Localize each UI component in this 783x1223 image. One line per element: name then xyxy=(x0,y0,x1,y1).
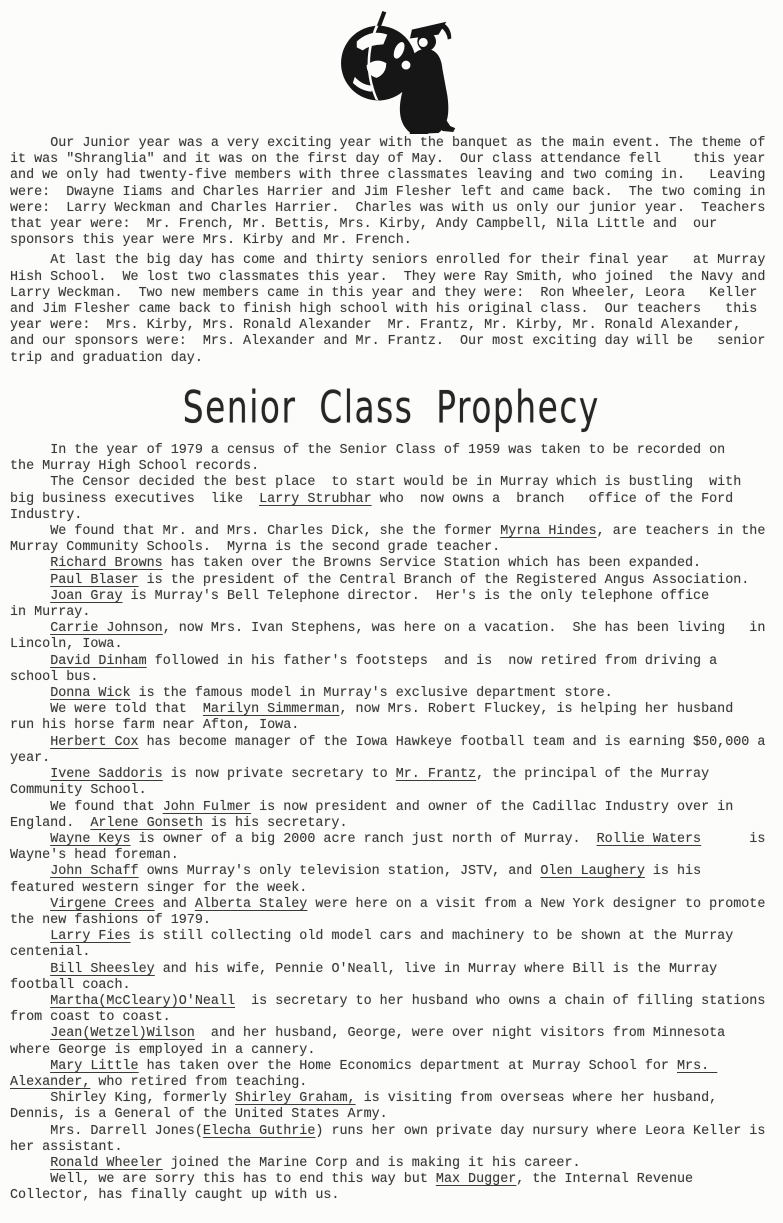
prophecy-text: , now Mrs. Robert Fluckey, is helping her husband run his horse farm near Afton, Iowa. xyxy=(10,702,750,734)
prophecy-text xyxy=(10,962,50,977)
prophecy-paragraph xyxy=(10,800,773,832)
prophecy-text: is Murray's Bell Telephone director. Her's is the only telephone office in Murray. xyxy=(10,588,758,621)
senior-year-paragraph: At last the big day has come and thirty seniors enrolled for their final year at Murray Hish School. We lost two classmates this year. They were Ray Smith, who joined the Navy and Larry Weckman. Two new members came in this year and they were: Ron Wheeler, Leora Keller and Jim Flesher came back to finish high school with his original class. Our teachers this year were: Mrs. Kirby, Mrs. Ronald Alexander Mr. Frantz, Mr. Kirby, Mr. Ronald Alexander, and our sponsors were: Mrs. Alexander and Mr. Frantz. Our most exciting day will be senior trip and graduation day. xyxy=(10,253,774,366)
classmate-name: Arlene Gonseth xyxy=(90,815,203,831)
prophecy-text: Well, we are sorry this has to end this way but xyxy=(10,1172,436,1188)
classmate-name: David Dinham xyxy=(50,653,147,669)
classmate-name: Jean(Wetzel)Wilson xyxy=(50,1026,195,1042)
prophecy-paragraph xyxy=(10,589,773,621)
classmate-name: Paul Blaser xyxy=(50,572,139,588)
prophecy-text: In the year of 1979 a census of the Senior Class of 1959 was taken to be recorded on the Murray High School records. xyxy=(10,443,758,475)
classmate-name: Ivene Saddoris xyxy=(50,767,163,783)
prophecy-paragraph xyxy=(10,1059,773,1091)
prophecy-text: has taken over the Home Economics department at Murray School for xyxy=(138,1058,677,1074)
prophecy-text: is secretary to her husband who owns a chain of filling stations from coast to coast. xyxy=(10,993,774,1026)
prophecy-text xyxy=(10,832,50,847)
prophecy-text: owns Murray's only television station, JSTV, and xyxy=(138,864,541,880)
prophecy-paragraph xyxy=(10,524,773,556)
junior-year-paragraph: Our Junior year was a very exciting year with the banquet as the main event. The theme of it was "Shranglia" and it was on the first day of May. Our class attendance fell this year and we only had twenty-five members with three classmates leaving and two coming in. Leaving were: Dwayne Iiams and Charles Harrier and Jim Flesher left and came back. The two coming in were: Larry Weckman and Charles Harrier. Charles was with us only our junior year. Teachers that year were: Mr. French, Mr. Bettis, Mrs. Kirby, Andy Campbell, Nila Little and our sponsors this year were Mrs. Kirby and Mr. French. xyxy=(10,136,774,249)
prophecy-text xyxy=(10,589,50,604)
prophecy-paragraph xyxy=(10,1156,773,1172)
top-illustration xyxy=(10,8,773,136)
classmate-name: Carrie Johnson xyxy=(50,621,163,637)
prophecy-text: and his wife, Pennie O'Neall, live in Murray where Bill is the Murray football coach. xyxy=(10,961,726,993)
classmate-name: Myrna Hindes xyxy=(500,524,597,540)
prophecy-text: is owner of a big 2000 acre ranch just north of Murray. xyxy=(130,831,597,847)
prophecy-text: The Censor decided the best place to start would be in Murray which is bustling with big business executives like xyxy=(10,475,750,507)
classmate-name: Elecha Guthrie xyxy=(202,1123,316,1139)
classmate-name: Herbert Cox xyxy=(50,734,139,750)
prophecy-text: is the famous model in Murray's exclusive department store. xyxy=(130,686,613,702)
classmate-name: Rollie Waters xyxy=(596,831,702,847)
prophecy-paragraph xyxy=(10,929,773,961)
prophecy-text xyxy=(10,864,50,879)
classmate-name: Mrs. Alexander, xyxy=(10,1058,718,1090)
prophecy-paragraph xyxy=(10,735,773,767)
prophecy-text: and xyxy=(154,896,195,912)
prophecy-text xyxy=(10,654,50,669)
prophecy-text: who retired from teaching. xyxy=(90,1074,308,1090)
classmate-name: Wayne Keys xyxy=(50,831,131,847)
prophecy-body xyxy=(10,443,773,1205)
classmate-name: Ronald Wheeler xyxy=(50,1155,163,1171)
prophecy-text: , now Mrs. Ivan Stephens, was here on a vacation. She has been living in Lincoln, Iowa. xyxy=(10,621,774,653)
classmate-name: Marilyn Simmerman xyxy=(202,702,340,718)
prophecy-paragraph xyxy=(10,767,773,799)
classmate-name: Larry Fies xyxy=(50,929,131,945)
prophecy-text: who now owns a branch office of the Ford Industry. xyxy=(10,491,742,523)
prophecy-text: has become manager of the Iowa Hawkeye football team and is earning $50,000 a year. xyxy=(10,734,774,766)
prophecy-text xyxy=(10,686,50,701)
prophecy-text xyxy=(10,573,50,588)
prophecy-paragraph xyxy=(10,475,773,524)
prophecy-text: , are teachers in the Murray Community Schools. Myrna is the second grade teacher. xyxy=(10,524,774,556)
prophecy-text: We found that Mr. and Mrs. Charles Dick, she the former xyxy=(10,524,501,540)
classmate-name: Shirley Graham, xyxy=(235,1091,356,1107)
prophecy-text xyxy=(10,767,50,782)
classmate-name: Larry Strubhar xyxy=(259,491,372,507)
prophecy-text xyxy=(10,929,50,944)
class-history-section xyxy=(10,136,773,367)
graduate-with-globe-icon xyxy=(327,8,485,134)
page-title xyxy=(10,381,773,434)
classmate-name: Joan Gray xyxy=(50,588,123,604)
prophecy-paragraph xyxy=(10,702,773,734)
classmate-name: Max Dugger xyxy=(435,1172,517,1188)
prophecy-text xyxy=(10,735,50,750)
prophecy-text: We were told that xyxy=(10,702,203,718)
prophecy-text: joined the Marine Corp and is making it his career. xyxy=(162,1155,581,1171)
prophecy-text: is now president and owner of the Cadillac Industry over in England. xyxy=(10,799,742,831)
classmate-name: Mary Little xyxy=(50,1058,139,1074)
prophecy-paragraph xyxy=(10,556,773,572)
prophecy-paragraph xyxy=(10,864,773,896)
prophecy-text xyxy=(10,1026,50,1041)
classmate-name: Mr. Frantz xyxy=(395,767,477,783)
classmate-name: Alberta Staley xyxy=(194,896,308,912)
prophecy-text: , the Internal Revenue Collector, has finally caught up with us. xyxy=(10,1172,702,1204)
page-title-text: Senior Class Prophecy xyxy=(182,381,601,434)
prophecy-paragraph xyxy=(10,962,773,994)
prophecy-text xyxy=(10,1156,50,1171)
prophecy-text: followed in his father's footsteps and is now retired from driving a school bus. xyxy=(10,653,726,685)
prophecy-paragraph xyxy=(10,994,773,1026)
prophecy-text: We found that xyxy=(10,799,163,815)
prophecy-paragraph xyxy=(10,573,773,589)
prophecy-paragraph xyxy=(10,1091,773,1123)
prophecy-text: were here on a visit from a New York designer to promote the new fashions of 1979. xyxy=(10,896,774,928)
prophecy-text xyxy=(10,1059,50,1074)
classmate-name: Bill Sheesley xyxy=(50,961,155,977)
prophecy-text: is now private secretary to xyxy=(162,767,396,783)
prophecy-text xyxy=(10,897,50,912)
prophecy-paragraph xyxy=(10,897,773,929)
classmate-name: Olen Laughery xyxy=(540,864,645,880)
prophecy-paragraph xyxy=(10,1124,773,1156)
prophecy-text: is his featured western singer for the week. xyxy=(10,864,710,896)
prophecy-paragraph xyxy=(10,621,773,653)
classmate-name: Martha(McCleary)O'Neall xyxy=(50,993,236,1009)
prophecy-text: Mrs. Darrell Jones( xyxy=(10,1123,203,1139)
prophecy-text: has taken over the Browns Service Station which has been expanded. xyxy=(162,556,702,572)
prophecy-text xyxy=(10,994,50,1009)
classmate-name: Richard Browns xyxy=(50,556,163,572)
prophecy-text xyxy=(10,621,50,636)
prophecy-paragraph xyxy=(10,443,773,475)
prophecy-paragraph xyxy=(10,686,773,702)
classmate-name: John Fulmer xyxy=(162,799,252,815)
prophecy-text: and her husband, George, were over night visitors from Minnesota where George is employed in a cannery. xyxy=(10,1026,734,1058)
prophecy-text xyxy=(10,556,50,571)
prophecy-text: , the principal of the Murray Community School. xyxy=(10,767,718,799)
classmate-name: John Schaff xyxy=(50,864,139,880)
prophecy-paragraph xyxy=(10,1172,773,1204)
prophecy-paragraph xyxy=(10,832,773,864)
classmate-name: Virgene Crees xyxy=(50,896,155,912)
prophecy-text: Shirley King, formerly xyxy=(10,1091,236,1107)
prophecy-paragraph xyxy=(10,1026,773,1058)
prophecy-paragraph xyxy=(10,654,773,686)
prophecy-text: is Wayne's head foreman. xyxy=(10,831,774,864)
prophecy-text: is the president of the Central Branch of the Registered Angus Association. xyxy=(138,572,750,588)
classmate-name: Donna Wick xyxy=(50,686,131,702)
prophecy-text: ) runs her own private day nursury where Leora Keller is her assistant. xyxy=(10,1123,774,1155)
prophecy-text: is still collecting old model cars and machinery to be shown at the Murray centenial. xyxy=(10,929,742,961)
prophecy-text: is his secretary. xyxy=(202,815,348,831)
prophecy-text: is visiting from overseas where her husband, Dennis, is a General of the United States Army. xyxy=(10,1091,726,1123)
